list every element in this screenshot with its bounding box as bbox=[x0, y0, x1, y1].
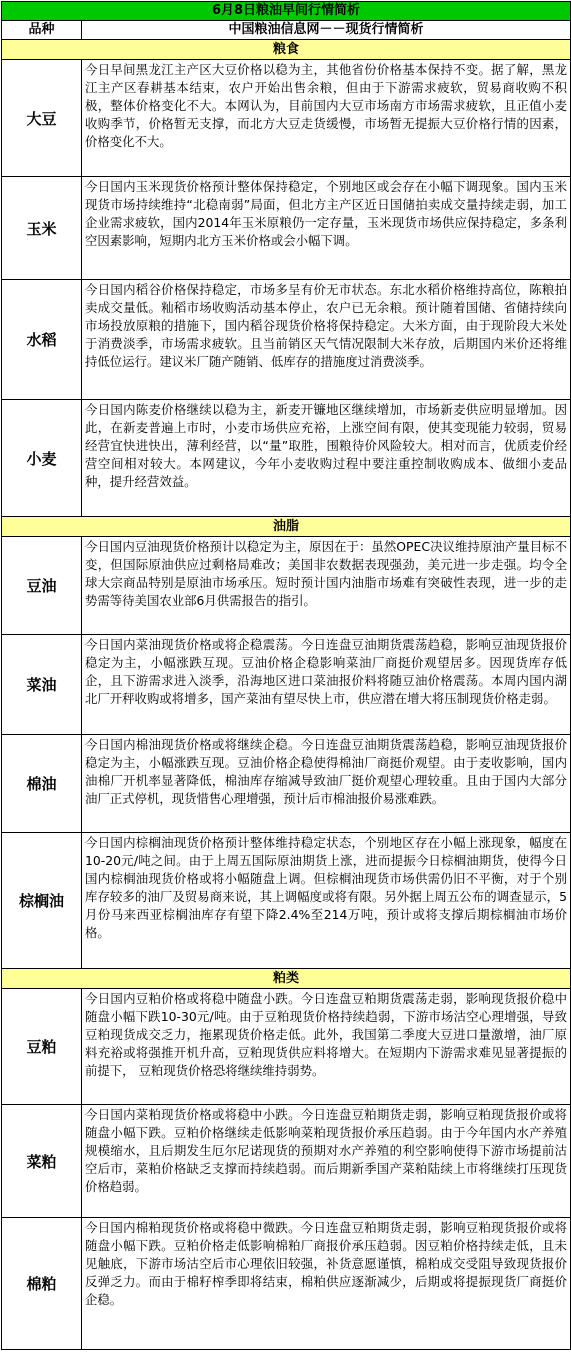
commodity-name: 小麦 bbox=[2, 400, 82, 517]
section-row bbox=[2, 517, 571, 537]
section-header: 粕类 bbox=[2, 969, 571, 989]
analysis-text: 今日国内菜油现货价格或将企稳震荡。今日连盘豆油期货震荡趋稳，影响豆油现货报价稳定为主，小幅涨跌互现。豆油价格企稳影响菜油厂商挺价观望居多。因现货库存低企，且下游需求进入淡季，沿海地区进口菜油报价料将随豆油价格震荡。本周内国内湖北厂开秤收购或将增多，国产菜油有望尽快上市，供应潜在增大将压制现货价格走弱。 bbox=[82, 635, 571, 735]
table-row bbox=[2, 60, 571, 177]
commodity-name: 水稻 bbox=[2, 280, 82, 400]
commodity-name: 棉粕 bbox=[2, 1218, 82, 1350]
table-row bbox=[2, 635, 571, 735]
section-header: 油脂 bbox=[2, 517, 571, 537]
analysis-text: 今日国内菜粕现货价格或将稳中小跌。今日连盘豆粕期货走弱，影响豆粕现货报价或将随盘小幅下跌。豆粕价格继续走低影响菜粕现货报价承压趋弱。由于今年国内水产养殖规模缩水，且后期发生厄尔尼诺现货的预期对水产养殖的利空影响使得下游市场提前沽空后市，菜粕价格缺乏支撑而持续趋弱。而后期新季国产菜粕陆续上市将继续打压现货价格趋弱。 bbox=[82, 1105, 571, 1218]
table-row bbox=[2, 400, 571, 517]
table-row bbox=[2, 833, 571, 969]
section-row bbox=[2, 40, 571, 60]
table-row bbox=[2, 989, 571, 1105]
analysis-text: 今日国内棉油现货价格或将继续企稳。今日连盘豆油期货震荡趋稳，影响豆油现货报价稳定为主，小幅涨跌互现。豆油价格企稳使得棉油厂商挺价观望。由于麦收影响，国内油棉厂开机率显著降低，棉油库存缩减导致油厂挺价观望心理较重。且由于国内大部分油厂正式停机，现货惜售心理增强，预计后市棉油报价易涨难跌。 bbox=[82, 735, 571, 833]
commodity-name: 豆油 bbox=[2, 537, 82, 635]
commodity-name: 豆粕 bbox=[2, 989, 82, 1105]
analysis-text: 今日国内陈麦价格继续以稳为主，新麦开镰地区继续增加，市场新麦供应明显增加。因此，在新麦普遍上市时，小麦市场供应充裕，上涨空间有限，使其变现能力较弱，贸易经营宜快进快出，薄利经营，以“量”取胜，围粮待价风险较大。相对而言，优质麦价经营空间相对较大。本网建议，今年小麦收购过程中要注重控制收购成本、做细小麦品种，提升经营效益。 bbox=[82, 400, 571, 517]
commodity-name: 菜粕 bbox=[2, 1105, 82, 1218]
commodity-name: 菜油 bbox=[2, 635, 82, 735]
header-row bbox=[2, 21, 571, 40]
column-header-variety: 品种 bbox=[2, 21, 82, 40]
table-body bbox=[2, 2, 571, 1350]
column-header-analysis: 中国粮油信息网－－现货行情简析 bbox=[82, 21, 571, 40]
table-row bbox=[2, 735, 571, 833]
commodity-name: 棉油 bbox=[2, 735, 82, 833]
analysis-text: 今日国内豆粕价格或将稳中随盘小跌。今日连盘豆粕期货震荡走弱，影响现货报价稳中随盘小幅下跌10-30元/吨。由于豆粕现货价格持续趋弱，下游市场沽空心理增强，导致豆粕现货成交乏力，拖累现货价格走低。此外，我国第二季度大豆进口量激增，油厂原料充裕或将强推开机升高，豆粕现货供应料将增大。在短期内下游需求难见显著提振的前提下， 豆粕现货价格恐将继续维持弱势。 bbox=[82, 989, 571, 1105]
table-row bbox=[2, 177, 571, 280]
analysis-text: 今日国内棕榈油现货价格预计整体维持稳定状态，个别地区存在小幅上涨现象，幅度在10-20元/吨之间。由于上周五国际原油期货上涨，进而提振今日棕榈油期货，使得今日国内棕榈油现货价格或将小幅随盘上调。但棕榈油现货市场供需仍旧不平衡，对于个别库存较多的油厂及贸易商来说，其上调幅度或将有限。另外据上周五公布的调查显示，5月份马来西亚棕榈油库存有望下降2.4%至214万吨，预计或将支撑后期棕榈油市场价格。 bbox=[82, 833, 571, 969]
table-row bbox=[2, 1105, 571, 1218]
commodity-name: 玉米 bbox=[2, 177, 82, 280]
commodity-name: 棕榈油 bbox=[2, 833, 82, 969]
analysis-text: 今日国内稻谷价格保持稳定，市场多呈有价无市状态。东北水稻价格维持高位，陈粮拍卖成交量低。籼稻市场收购活动基本停止，农户已无余粮。预计随着国储、省储持续向市场投放原粮的措施下，国内稻谷现货价格将保持稳定。大米方面，由于现阶段大米处于消费淡季，市场需求疲软。且当前销区天气情况限制大米存放，后期国内米价还将维持低位运行。建议米厂随产随销、低库存的措施度过消费淡季。 bbox=[82, 280, 571, 400]
page-title: 6月8日粮油早间行情简析 bbox=[2, 2, 571, 21]
analysis-text: 今日国内玉米现货价格预计整体保持稳定，个别地区或会存在小幅下调现象。国内玉米现货市场持续维持“北稳南弱”局面，但北方主产区近日国储拍卖成交量持续走弱，加工企业需求疲软，国内2014年玉米原粮仍一定存量，玉米现货市场供应保持稳定，多条利空因素影响，短期内北方玉米价格或会小幅下调。 bbox=[82, 177, 571, 280]
section-row bbox=[2, 969, 571, 989]
analysis-text: 今日国内豆油现货价格预计以稳定为主，原因在于：虽然OPEC决议维持原油产量目标不变，但国际原油供应过剩格局难改；美国非农数据表现强劲，美元进一步走强。均令全球大宗商品特别是原油市场承压。短时预计国内油脂市场难有突破性表现，进一步的走势需等待美国农业部6月供需报告的指引。 bbox=[82, 537, 571, 635]
table-row bbox=[2, 280, 571, 400]
section-header: 粮食 bbox=[2, 40, 571, 60]
title-row bbox=[2, 2, 571, 21]
market-analysis-table bbox=[1, 1, 571, 1350]
analysis-text: 今日早间黑龙江主产区大豆价格以稳为主，其他省份价格基本保持不变。据了解，黑龙江主产区春耕基本结束，农户开始出售余粮，但由于下游需求疲软，贸易商收购不积极，整体价格变化不大。本网认为，目前国内大豆市场南方市场需求疲软，且正值小麦收购季节，价格暂无支撑，而北方大豆走货缓慢，市场暂无提振大豆价格行情的因素，价格变化不大。 bbox=[82, 60, 571, 177]
analysis-text: 今日国内棉粕现货价格或将稳中微跌。今日连盘豆粕期货走弱，影响豆粕现货报价或将随盘小幅下跌。豆粕价格走低影响棉粕厂商报价承压趋弱。因豆粕价格持续走低，且未见触底，下游市场沽空后市心理依旧较强，补货意愿谨慎，棉粕成交受阻导致现货报价反弹乏力。而由于棉籽榨季即将结束，棉粕供应逐渐减少，后期或将提振现货厂商挺价企稳。 bbox=[82, 1218, 571, 1350]
table-row bbox=[2, 1218, 571, 1350]
table-row bbox=[2, 537, 571, 635]
commodity-name: 大豆 bbox=[2, 60, 82, 177]
